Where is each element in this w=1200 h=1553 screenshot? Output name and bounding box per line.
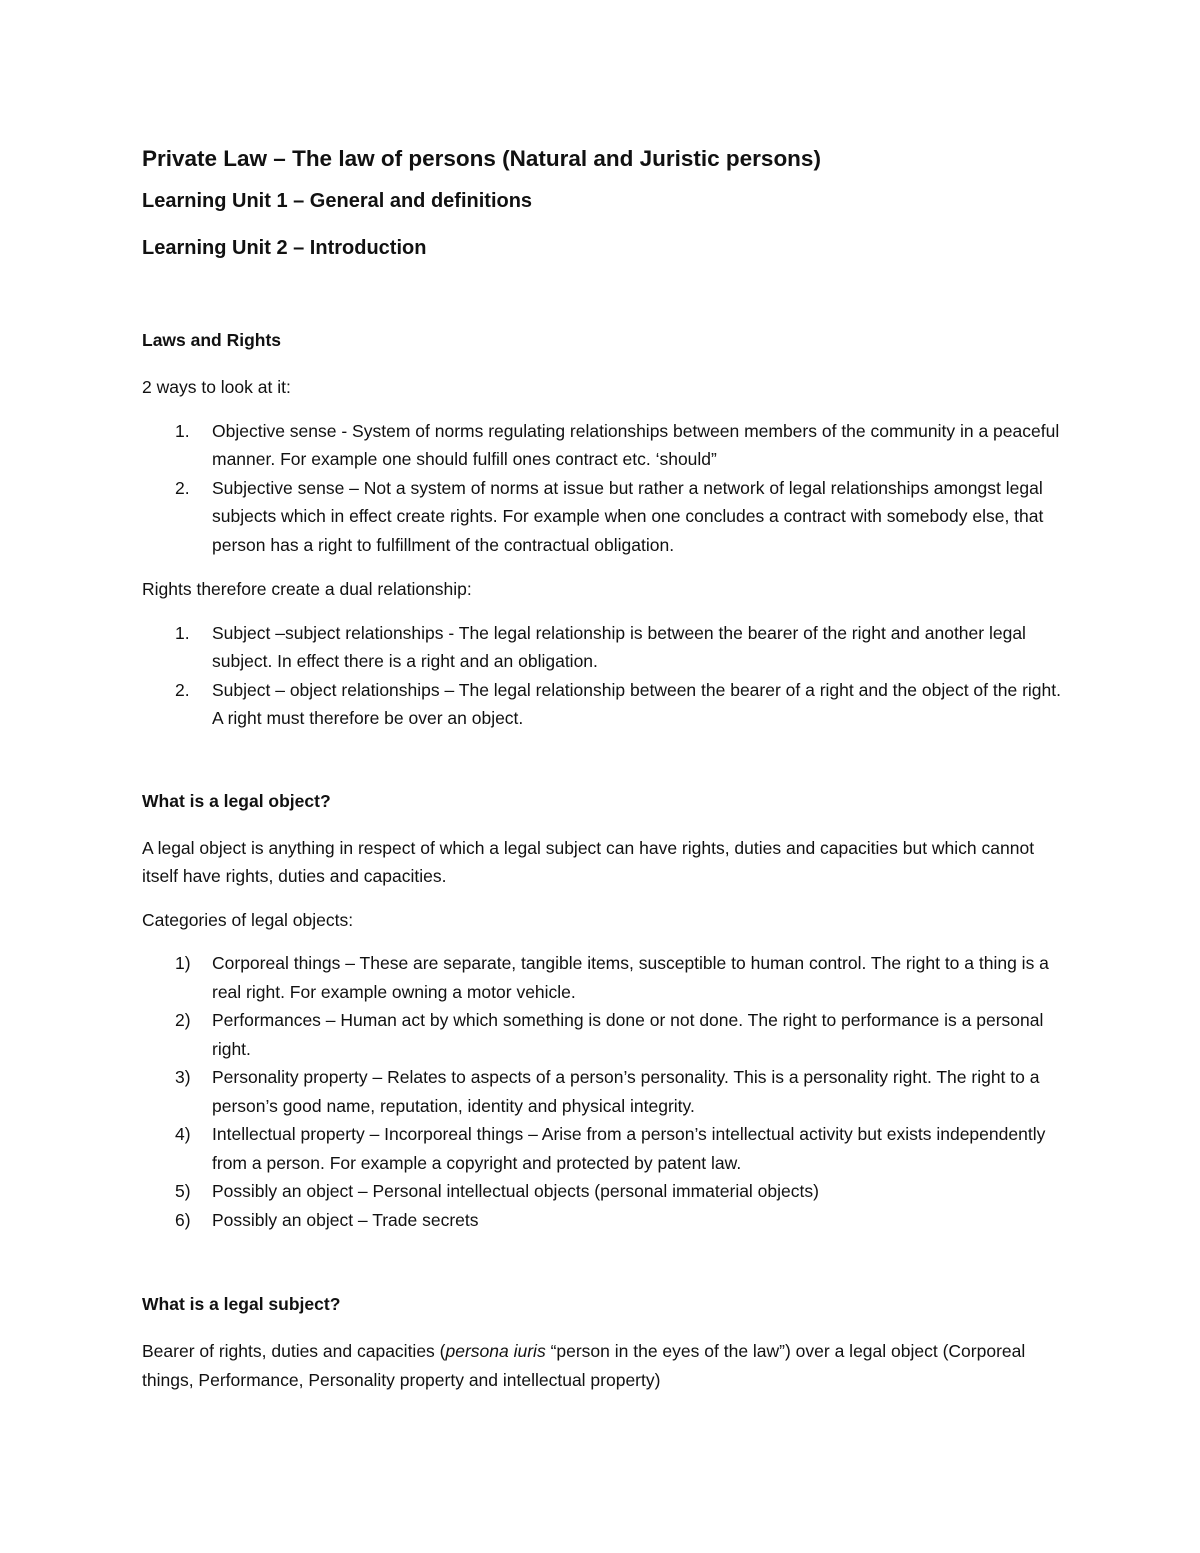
categories-intro: Categories of legal objects: [142,909,354,930]
list-text: Objective sense - System of norms regulating relationships between members of the community in a peaceful manner. For example one should fulfill ones contract etc. ‘should” [212,420,1060,469]
list-text: Intellectual property – Incorporeal things – Arise from a person’s intellectual activity but exists independently from a person. For example a copyright and protected by patent law. [212,1124,1046,1173]
legal-object-definition: A legal object is anything in respect of which a legal subject can have rights, duties and capacities but which cannot itself have rights, duties and capacities. [142,837,1035,886]
list-number: 5) [175,1181,191,1201]
list-item [142,474,1062,560]
latin-term: persona iuris [445,1341,546,1361]
learning-unit-1: Learning Unit 1 – General and definitions [142,190,533,212]
list-number: 6) [175,1209,191,1230]
definition-text: Bearer of rights, duties and capacities ( [142,1341,446,1361]
dual-intro: Rights therefore create a dual relationship: [142,579,472,599]
list-item [142,1063,1062,1120]
list-item [142,1177,1062,1206]
list-item [142,949,1062,1006]
legal-subject-heading: What is a legal subject? [142,1294,341,1314]
list-item [142,1120,1062,1177]
list-text: Possibly an object – Personal intellectual objects (personal immaterial objects) [212,1181,819,1201]
list-item [142,676,1062,733]
list-number: 2. [175,679,190,700]
ways-list [142,417,1062,560]
list-text: Possibly an object – Trade secrets [212,1209,479,1230]
laws-rights-heading: Laws and Rights [142,330,282,350]
list-text: Subjective sense – Not a system of norms at issue but rather a network of legal relationships amongst legal subjects which in effect create rights. For example when one concludes a contract with somebody else, that person has a right to fulfillment of the contractual obligation. [212,477,1044,555]
list-number: 3) [175,1067,191,1087]
list-text: Subject – object relationships – The legal relationship between the bearer of a right and the object of the right. A right must therefore be over an object. [212,679,1061,728]
legal-object-heading: What is a legal object? [142,790,331,811]
list-item [142,1006,1062,1063]
list-number: 4) [175,1124,191,1144]
list-number: 1) [175,953,191,973]
legal-subject-definition [142,1337,1062,1394]
list-item [142,417,1062,474]
document-page [142,146,1062,1394]
list-text: Personality property – Relates to aspects of a person’s personality. This is a personality right. The right to a person’s good name, reputation, identity and physical integrity. [212,1067,1040,1116]
list-number: 2. [175,477,190,498]
list-item [142,619,1062,676]
list-number: 2) [175,1010,191,1030]
list-number: 1. [175,420,190,441]
definition-text: “person in the eyes of the law”) over a legal object (Corporeal things, Performance, Personality property and intellectual property) [142,1341,1026,1390]
document-title: Private Law – The law of persons (Natural and Juristic persons) [142,146,821,171]
ways-intro: 2 ways to look at it: [142,377,291,397]
list-item [142,1206,1062,1235]
list-text: Corporeal things – These are separate, tangible items, susceptible to human control. The right to a thing is a real right. For example owning a motor vehicle. [212,953,1049,1002]
categories-list [142,949,1062,1234]
list-text: Performances – Human act by which something is done or not done. The right to performance is a personal right. [212,1010,1044,1059]
list-number: 1. [175,622,190,643]
list-text: Subject –subject relationships - The legal relationship is between the bearer of the right and another legal subject. In effect there is a right and an obligation. [212,622,1026,671]
dual-list [142,619,1062,733]
learning-unit-2: Learning Unit 2 – Introduction [142,237,427,259]
